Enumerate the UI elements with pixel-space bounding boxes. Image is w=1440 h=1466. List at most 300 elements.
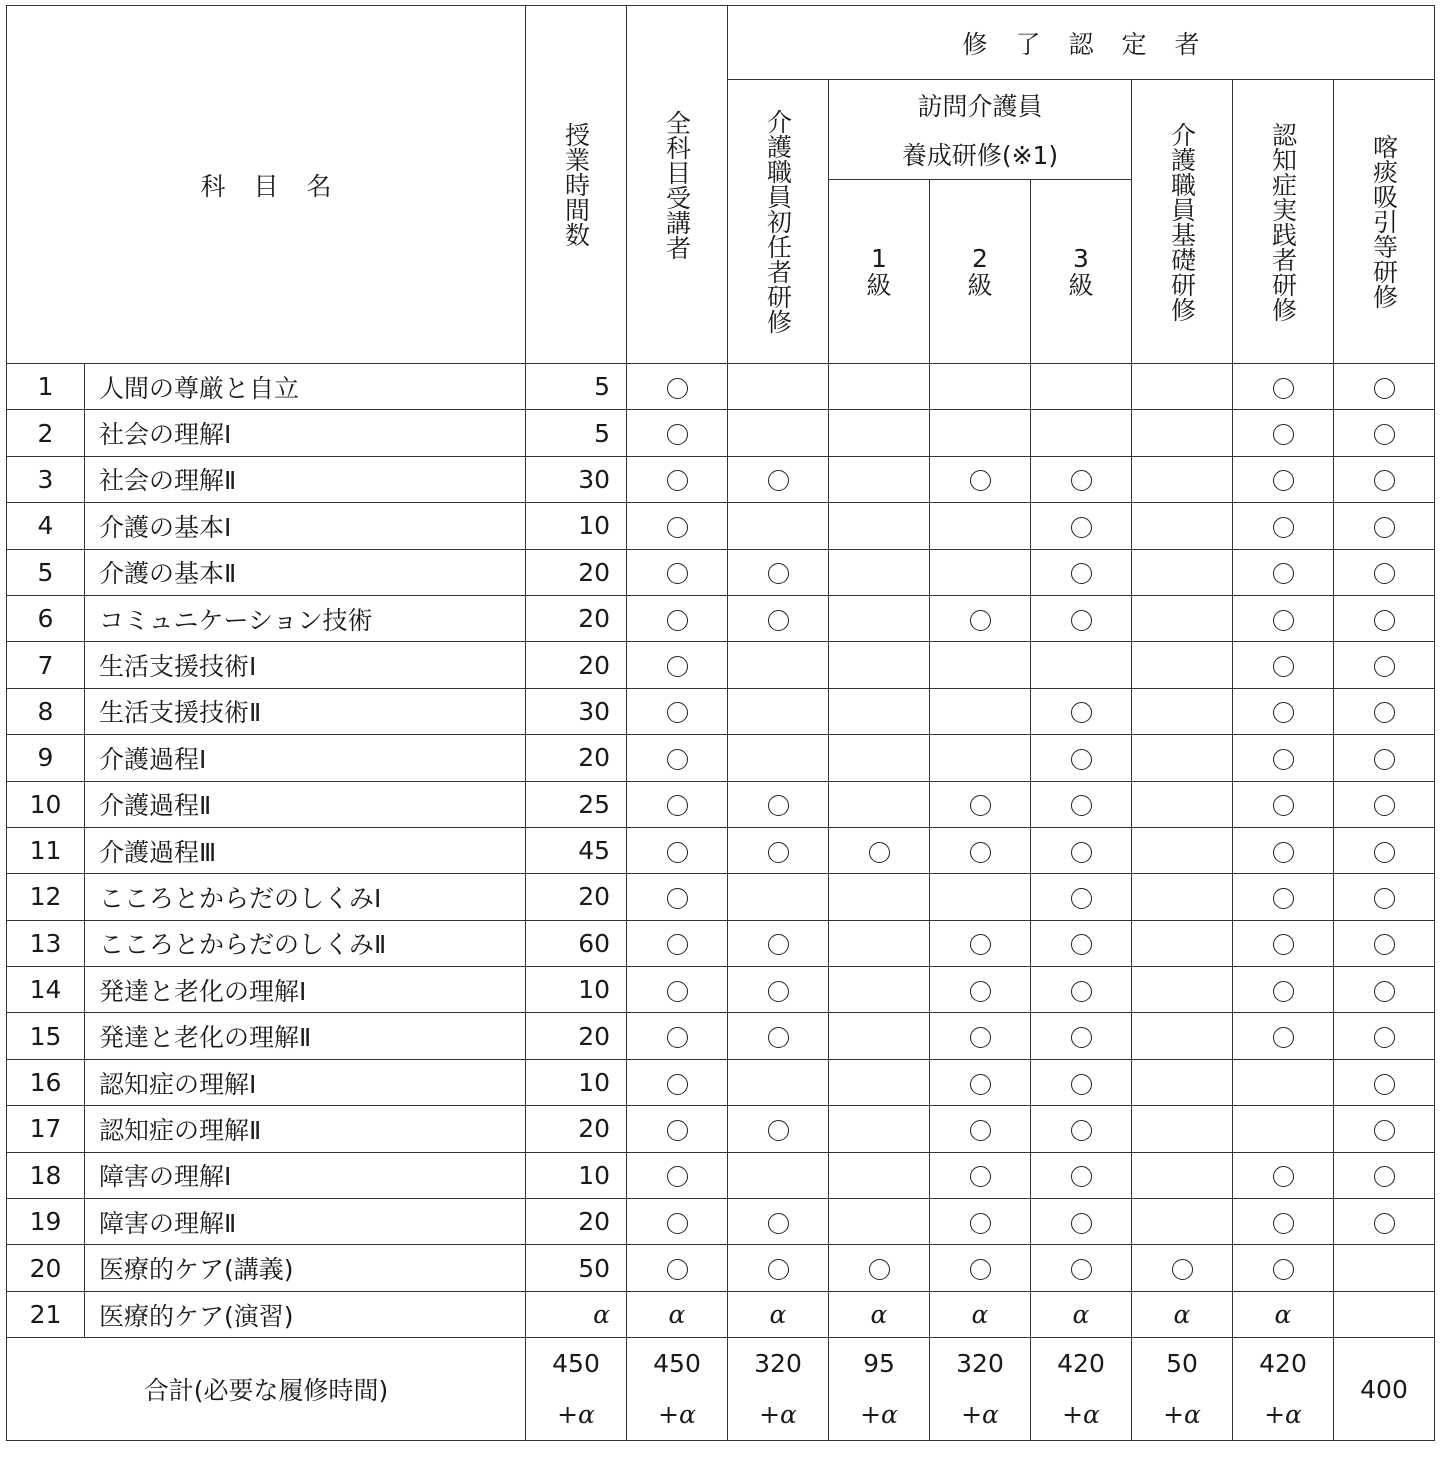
header-hours xyxy=(526,6,627,364)
circle-mark-icon xyxy=(667,1166,688,1187)
mark-cell xyxy=(829,1152,930,1198)
class-hours: 10 xyxy=(526,967,627,1013)
mark-cell xyxy=(930,1152,1031,1198)
table-row xyxy=(7,781,1435,827)
circle-mark-icon xyxy=(667,1120,688,1141)
mark-cell xyxy=(930,549,1031,595)
mark-cell xyxy=(1334,827,1435,873)
table-row xyxy=(7,595,1435,641)
row-number: 18 xyxy=(7,1152,85,1198)
subject-name: 生活支援技術Ⅱ xyxy=(85,688,526,734)
mark-cell xyxy=(1334,642,1435,688)
circle-mark-icon xyxy=(667,934,688,955)
mark-cell xyxy=(1031,874,1132,920)
row-number: 13 xyxy=(7,920,85,966)
mark-cell xyxy=(1132,1199,1233,1245)
mark-cell xyxy=(829,642,930,688)
circle-mark-icon xyxy=(1374,424,1395,445)
circle-mark-icon xyxy=(768,934,789,955)
class-hours: 25 xyxy=(526,781,627,827)
header-all-subjects-text: 全科目受講者 xyxy=(662,109,692,260)
alpha-mark: α xyxy=(668,1300,686,1329)
mark-cell xyxy=(829,1199,930,1245)
total-plus-alpha: +α xyxy=(1264,1400,1302,1430)
circle-mark-icon xyxy=(1071,470,1092,491)
table-row xyxy=(7,549,1435,595)
table-row xyxy=(7,364,1435,410)
row-number: 4 xyxy=(7,503,85,549)
circle-mark-icon xyxy=(1374,470,1395,491)
mark-cell xyxy=(1334,1059,1435,1105)
class-hours: 20 xyxy=(526,1013,627,1059)
total-value: 420 xyxy=(1259,1349,1307,1379)
mark-cell xyxy=(627,874,728,920)
row-number: 11 xyxy=(7,827,85,873)
circle-mark-icon xyxy=(1071,1074,1092,1095)
alpha-mark: α xyxy=(1274,1300,1292,1329)
mark-cell xyxy=(930,503,1031,549)
class-hours: 20 xyxy=(526,595,627,641)
circle-mark-icon xyxy=(1071,888,1092,909)
subject-name: こころとからだのしくみⅠ xyxy=(85,874,526,920)
total-grade3 xyxy=(1031,1338,1132,1441)
circle-mark-icon xyxy=(869,1259,890,1280)
mark-cell xyxy=(627,503,728,549)
mark-cell xyxy=(728,781,829,827)
alpha-mark: α xyxy=(769,1300,787,1329)
mark-cell xyxy=(930,1106,1031,1152)
class-hours: 20 xyxy=(526,642,627,688)
mark-cell xyxy=(1233,688,1334,734)
header-hours-text: 授業時間数 xyxy=(561,122,591,247)
mark-cell xyxy=(728,595,829,641)
mark-cell xyxy=(627,1059,728,1105)
mark-cell xyxy=(627,827,728,873)
table-row xyxy=(7,1013,1435,1059)
mark-cell xyxy=(1132,920,1233,966)
mark-cell xyxy=(1233,549,1334,595)
header-grade1-kyu: 級 xyxy=(866,270,892,300)
mark-cell xyxy=(1031,827,1132,873)
circle-mark-icon xyxy=(1273,1213,1294,1234)
mark-cell xyxy=(1334,1152,1435,1198)
mark-cell xyxy=(1132,688,1233,734)
mark-cell xyxy=(1132,410,1233,456)
mark-cell xyxy=(930,410,1031,456)
circle-mark-icon xyxy=(1273,981,1294,1002)
mark-cell xyxy=(829,549,930,595)
mark-cell xyxy=(1031,364,1132,410)
total-plus-alpha: +α xyxy=(658,1400,696,1430)
table-row xyxy=(7,1199,1435,1245)
row-number: 12 xyxy=(7,874,85,920)
mark-cell xyxy=(728,1291,829,1337)
mark-cell xyxy=(1334,1291,1435,1337)
circle-mark-icon xyxy=(667,795,688,816)
mark-cell xyxy=(1031,1013,1132,1059)
mark-cell xyxy=(627,1199,728,1245)
circle-mark-icon xyxy=(1374,1120,1395,1141)
mark-cell xyxy=(829,1291,930,1337)
circle-mark-icon xyxy=(1374,517,1395,538)
row-number: 19 xyxy=(7,1199,85,1245)
class-hours: 5 xyxy=(526,410,627,456)
mark-cell xyxy=(829,735,930,781)
subject-name: こころとからだのしくみⅡ xyxy=(85,920,526,966)
subject-name: 医療的ケア(講義) xyxy=(85,1245,526,1291)
class-hours: 5 xyxy=(526,364,627,410)
table-row xyxy=(7,1152,1435,1198)
total-plus-alpha: +α xyxy=(1062,1400,1100,1430)
circle-mark-icon xyxy=(1273,563,1294,584)
circle-mark-icon xyxy=(1273,517,1294,538)
circle-mark-icon xyxy=(1071,795,1092,816)
total-value: 320 xyxy=(956,1349,1004,1379)
mark-cell xyxy=(1233,1152,1334,1198)
mark-cell xyxy=(728,1152,829,1198)
header-caregiver-initial-text: 介護職員初任者研修 xyxy=(763,109,793,334)
circle-mark-icon xyxy=(970,1074,991,1095)
circle-mark-icon xyxy=(869,842,890,863)
circle-mark-icon xyxy=(768,1120,789,1141)
subject-name: 発達と老化の理解Ⅰ xyxy=(85,967,526,1013)
mark-cell xyxy=(1132,1245,1233,1291)
subject-name: 認知症の理解Ⅱ xyxy=(85,1106,526,1152)
mark-cell xyxy=(1031,920,1132,966)
header-certified-text: 修了認定者 xyxy=(962,29,1228,59)
mark-cell xyxy=(930,1013,1031,1059)
subject-name: 発達と老化の理解Ⅱ xyxy=(85,1013,526,1059)
circle-mark-icon xyxy=(1071,1166,1092,1187)
circle-mark-icon xyxy=(667,517,688,538)
circle-mark-icon xyxy=(1273,749,1294,770)
mark-cell xyxy=(728,1059,829,1105)
circle-mark-icon xyxy=(1071,702,1092,723)
total-plus-alpha: +α xyxy=(860,1400,898,1430)
mark-cell xyxy=(1031,688,1132,734)
header-dementia-practitioner-text: 認知症実践者研修 xyxy=(1268,121,1298,322)
circle-mark-icon xyxy=(1374,610,1395,631)
mark-cell xyxy=(1031,410,1132,456)
header-dementia-practitioner xyxy=(1233,80,1334,364)
circle-mark-icon xyxy=(1071,842,1092,863)
mark-cell xyxy=(1334,1245,1435,1291)
mark-cell xyxy=(1334,503,1435,549)
table-row xyxy=(7,1291,1435,1337)
mark-cell xyxy=(829,874,930,920)
total-plus-alpha: +α xyxy=(1163,1400,1201,1430)
circle-mark-icon xyxy=(1374,656,1395,677)
circle-mark-icon xyxy=(1374,378,1395,399)
class-hours: 20 xyxy=(526,874,627,920)
table-row xyxy=(7,1059,1435,1105)
header-grade2-kyu: 級 xyxy=(967,270,993,300)
class-hours: α xyxy=(526,1291,627,1337)
mark-cell xyxy=(627,364,728,410)
circle-mark-icon xyxy=(1071,610,1092,631)
circle-mark-icon xyxy=(1374,749,1395,770)
mark-cell xyxy=(1233,642,1334,688)
mark-cell xyxy=(1132,1059,1233,1105)
circle-mark-icon xyxy=(970,1213,991,1234)
total-value: 95 xyxy=(863,1349,895,1379)
subject-name: 介護の基本Ⅰ xyxy=(85,503,526,549)
total-all-subjects xyxy=(627,1338,728,1441)
circle-mark-icon xyxy=(970,1027,991,1048)
mark-cell xyxy=(829,1106,930,1152)
row-number: 6 xyxy=(7,595,85,641)
circle-mark-icon xyxy=(768,563,789,584)
circle-mark-icon xyxy=(768,795,789,816)
table-body xyxy=(7,364,1435,1338)
subject-name: 社会の理解Ⅱ xyxy=(85,456,526,502)
mark-cell xyxy=(1132,1013,1233,1059)
header-grade3-num: 3 xyxy=(1073,243,1089,273)
mark-cell xyxy=(829,781,930,827)
header-caregiver-basic xyxy=(1132,80,1233,364)
curriculum-table xyxy=(6,5,1435,1441)
mark-cell xyxy=(1132,456,1233,502)
mark-cell xyxy=(627,456,728,502)
subject-name: 介護の基本Ⅱ xyxy=(85,549,526,595)
mark-cell xyxy=(1132,1291,1233,1337)
table-row xyxy=(7,967,1435,1013)
mark-cell xyxy=(1233,1059,1334,1105)
mark-cell xyxy=(930,364,1031,410)
subject-name: 介護過程Ⅱ xyxy=(85,781,526,827)
header-caregiver-basic-text: 介護職員基礎研修 xyxy=(1167,121,1197,322)
mark-cell xyxy=(829,503,930,549)
mark-cell xyxy=(1132,549,1233,595)
header-home-helper-line2-text: 養成研修(※1) xyxy=(901,141,1059,171)
table-row xyxy=(7,920,1435,966)
mark-cell xyxy=(728,967,829,1013)
class-hours: 20 xyxy=(526,1106,627,1152)
row-number: 9 xyxy=(7,735,85,781)
mark-cell xyxy=(1031,456,1132,502)
mark-cell xyxy=(1132,1106,1233,1152)
mark-cell xyxy=(829,595,930,641)
mark-cell xyxy=(627,642,728,688)
mark-cell xyxy=(627,1291,728,1337)
mark-cell xyxy=(1334,1106,1435,1152)
mark-cell xyxy=(1233,735,1334,781)
circle-mark-icon xyxy=(667,378,688,399)
mark-cell xyxy=(829,1013,930,1059)
circle-mark-icon xyxy=(970,470,991,491)
circle-mark-icon xyxy=(1374,795,1395,816)
table-row xyxy=(7,503,1435,549)
circle-mark-icon xyxy=(1374,981,1395,1002)
mark-cell xyxy=(1031,549,1132,595)
mark-cell xyxy=(1233,827,1334,873)
circle-mark-icon xyxy=(768,1027,789,1048)
total-value: 320 xyxy=(754,1349,802,1379)
table-row xyxy=(7,874,1435,920)
circle-mark-icon xyxy=(970,1259,991,1280)
curriculum-table-container xyxy=(6,5,1435,1441)
circle-mark-icon xyxy=(1374,1213,1395,1234)
circle-mark-icon xyxy=(970,1166,991,1187)
mark-cell xyxy=(1132,364,1233,410)
header-caregiver-initial xyxy=(728,80,829,364)
mark-cell xyxy=(1233,874,1334,920)
mark-cell xyxy=(1334,595,1435,641)
mark-cell xyxy=(930,827,1031,873)
total-dementia-practitioner xyxy=(1233,1338,1334,1441)
header-grade2 xyxy=(930,180,1031,364)
mark-cell xyxy=(1132,827,1233,873)
mark-cell xyxy=(1334,735,1435,781)
mark-cell xyxy=(930,920,1031,966)
mark-cell xyxy=(930,1059,1031,1105)
subject-name: 障害の理解Ⅰ xyxy=(85,1152,526,1198)
circle-mark-icon xyxy=(1374,1027,1395,1048)
circle-mark-icon xyxy=(1071,517,1092,538)
header-grade3-kyu: 級 xyxy=(1068,270,1094,300)
header-home-helper-line2 xyxy=(829,130,1132,180)
circle-mark-icon xyxy=(667,888,688,909)
circle-mark-icon xyxy=(1374,702,1395,723)
circle-mark-icon xyxy=(768,981,789,1002)
header-grade3 xyxy=(1031,180,1132,364)
circle-mark-icon xyxy=(768,1213,789,1234)
mark-cell xyxy=(1031,735,1132,781)
circle-mark-icon xyxy=(1172,1259,1193,1280)
mark-cell xyxy=(1233,595,1334,641)
circle-mark-icon xyxy=(1273,702,1294,723)
row-number: 8 xyxy=(7,688,85,734)
total-value: 400 xyxy=(1360,1374,1408,1404)
circle-mark-icon xyxy=(667,749,688,770)
header-suction-text: 喀痰吸引等研修 xyxy=(1369,134,1399,309)
mark-cell xyxy=(728,1106,829,1152)
class-hours: 10 xyxy=(526,1152,627,1198)
table-row xyxy=(7,410,1435,456)
mark-cell xyxy=(829,1245,930,1291)
header-grade1-num: 1 xyxy=(871,243,887,273)
subject-name: 介護過程Ⅲ xyxy=(85,827,526,873)
circle-mark-icon xyxy=(1273,1027,1294,1048)
mark-cell xyxy=(728,874,829,920)
mark-cell xyxy=(627,1013,728,1059)
mark-cell xyxy=(829,967,930,1013)
mark-cell xyxy=(930,874,1031,920)
total-value: 420 xyxy=(1057,1349,1105,1379)
row-number: 3 xyxy=(7,456,85,502)
mark-cell xyxy=(1132,595,1233,641)
subject-name: 医療的ケア(演習) xyxy=(85,1291,526,1337)
circle-mark-icon xyxy=(768,470,789,491)
mark-cell xyxy=(728,364,829,410)
circle-mark-icon xyxy=(1273,424,1294,445)
total-value: 450 xyxy=(653,1349,701,1379)
mark-cell xyxy=(728,920,829,966)
table-row xyxy=(7,642,1435,688)
mark-cell xyxy=(1334,549,1435,595)
circle-mark-icon xyxy=(1071,563,1092,584)
header-subject-name-text: 科目名 xyxy=(200,171,360,201)
mark-cell xyxy=(728,549,829,595)
mark-cell xyxy=(1334,456,1435,502)
mark-cell xyxy=(1132,642,1233,688)
mark-cell xyxy=(930,781,1031,827)
circle-mark-icon xyxy=(667,610,688,631)
mark-cell xyxy=(1233,781,1334,827)
mark-cell xyxy=(1031,967,1132,1013)
mark-cell xyxy=(829,364,930,410)
mark-cell xyxy=(1233,503,1334,549)
row-number: 5 xyxy=(7,549,85,595)
mark-cell xyxy=(627,920,728,966)
circle-mark-icon xyxy=(667,842,688,863)
header-home-helper-line1-text: 訪問介護員 xyxy=(917,91,1043,121)
circle-mark-icon xyxy=(970,842,991,863)
row-number: 1 xyxy=(7,364,85,410)
table-row xyxy=(7,688,1435,734)
table-row xyxy=(7,827,1435,873)
mark-cell xyxy=(930,1291,1031,1337)
mark-cell xyxy=(627,688,728,734)
circle-mark-icon xyxy=(1374,563,1395,584)
mark-cell xyxy=(930,1199,1031,1245)
circle-mark-icon xyxy=(1273,842,1294,863)
subject-name: 生活支援技術Ⅰ xyxy=(85,642,526,688)
class-hours: 45 xyxy=(526,827,627,873)
mark-cell xyxy=(627,735,728,781)
mark-cell xyxy=(627,410,728,456)
circle-mark-icon xyxy=(1273,888,1294,909)
total-label: 合計(必要な履修時間) xyxy=(7,1338,526,1441)
mark-cell xyxy=(1334,1199,1435,1245)
total-plus-alpha: +α xyxy=(557,1400,595,1430)
alpha-mark: α xyxy=(870,1300,888,1329)
total-plus-alpha: +α xyxy=(961,1400,999,1430)
circle-mark-icon xyxy=(1273,1166,1294,1187)
class-hours: 20 xyxy=(526,1199,627,1245)
circle-mark-icon xyxy=(1071,749,1092,770)
header-certified xyxy=(728,6,1435,80)
circle-mark-icon xyxy=(1071,1259,1092,1280)
mark-cell xyxy=(1031,642,1132,688)
mark-cell xyxy=(1334,967,1435,1013)
mark-cell xyxy=(930,642,1031,688)
circle-mark-icon xyxy=(970,610,991,631)
circle-mark-icon xyxy=(667,470,688,491)
mark-cell xyxy=(627,1152,728,1198)
total-grade1 xyxy=(829,1338,930,1441)
mark-cell xyxy=(627,967,728,1013)
circle-mark-icon xyxy=(1273,795,1294,816)
mark-cell xyxy=(829,688,930,734)
subject-name: 介護過程Ⅰ xyxy=(85,735,526,781)
mark-cell xyxy=(930,688,1031,734)
class-hours: 20 xyxy=(526,549,627,595)
circle-mark-icon xyxy=(970,795,991,816)
circle-mark-icon xyxy=(1273,1259,1294,1280)
mark-cell xyxy=(1031,1245,1132,1291)
header-subject-name xyxy=(7,6,526,364)
circle-mark-icon xyxy=(667,981,688,1002)
circle-mark-icon xyxy=(768,842,789,863)
mark-cell xyxy=(829,410,930,456)
class-hours: 10 xyxy=(526,503,627,549)
mark-cell xyxy=(627,1106,728,1152)
mark-cell xyxy=(728,688,829,734)
mark-cell xyxy=(627,595,728,641)
circle-mark-icon xyxy=(1071,1120,1092,1141)
mark-cell xyxy=(728,1199,829,1245)
